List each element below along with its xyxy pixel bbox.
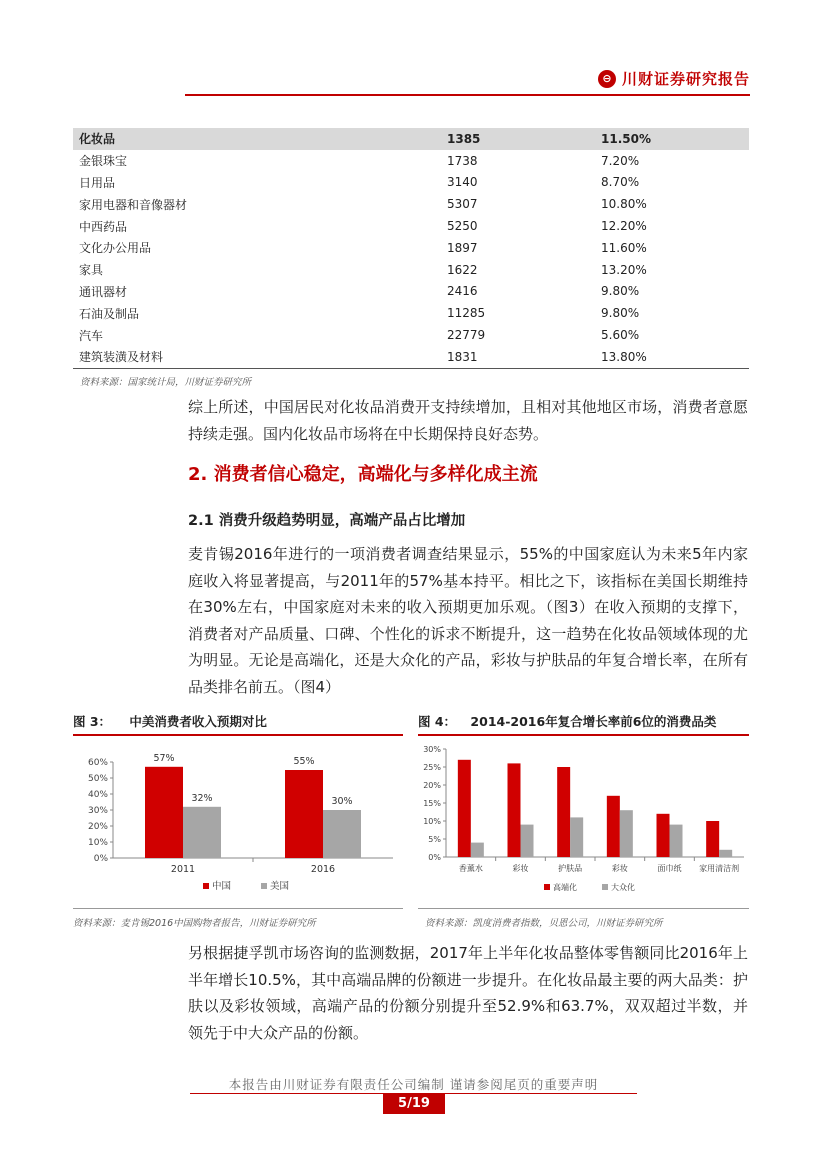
bar-大众化-护肤品 xyxy=(570,817,583,857)
table-source: 资料来源：国家统计局，川财证券研究所 xyxy=(80,377,252,388)
bar-大众化-面巾纸 xyxy=(670,825,683,857)
growth-cell: 12.20% xyxy=(601,219,647,234)
growth-cell: 5.60% xyxy=(601,328,640,343)
fig4-bottom-rule xyxy=(418,908,749,909)
table-row xyxy=(73,281,749,303)
table-row xyxy=(73,346,749,368)
category-cell: 建筑装潢及材料 xyxy=(73,346,441,368)
value-cell: 5250 xyxy=(447,219,478,234)
y-tick-label: 0% xyxy=(428,853,441,862)
bar-高端化-彩妆 xyxy=(607,796,620,857)
y-tick-label: 30% xyxy=(423,745,441,754)
category-cell: 化妆品 xyxy=(73,128,441,150)
fig3-label: 图 3： xyxy=(73,714,112,729)
fig3-chart xyxy=(73,740,403,905)
y-tick-label: 5% xyxy=(428,835,441,844)
bar-data-label: 32% xyxy=(191,792,213,804)
legend-label: 大众化 xyxy=(611,883,635,892)
fig3-source: 资料来源：麦肯锡2016中国购物者报告，川财证券研究所 xyxy=(73,918,316,929)
bar-大众化-彩妆 xyxy=(620,810,633,857)
bar-大众化-家用清洁剂 xyxy=(719,850,732,857)
gfk-paragraph: 另根据捷孚凯市场咨询的监测数据，2017年上半年化妆品整体零售额同比2016年上半年增长10.5%，其中高端品牌的份额进一步提升。在化妆品最主要的两大品类：护肤以及彩妆领域，高端产品的份额分别提升至52.9%和63.7%，双双超过半数，并领先于中大众产品的份额。 xyxy=(188,944,748,1042)
x-category-label: 彩妆 xyxy=(611,864,628,873)
bar-高端化-家用清洁剂 xyxy=(706,821,719,857)
fig4-chart xyxy=(418,740,749,905)
section-heading-2-1: 2.1 消费升级趋势明显，高端产品占比增加 xyxy=(188,513,466,529)
bar-data-label: 30% xyxy=(331,796,353,807)
growth-cell: 9.80% xyxy=(601,284,640,299)
category-cell: 石油及制品 xyxy=(79,306,140,321)
growth-cell: 9.80% xyxy=(601,306,640,321)
value-cell: 1622 xyxy=(447,262,478,277)
summary-paragraph: 综上所述，中国居民对化妆品消费开支持续增加，且相对其他地区市场，消费者意愿持续走强。国内化妆品市场将在中长期保持良好态势。 xyxy=(188,398,748,443)
fig3-bottom-rule xyxy=(73,908,403,909)
page-number: 5/19 xyxy=(383,1094,445,1114)
table-row xyxy=(73,324,749,346)
footer-notice: 本报告由川财证券有限责任公司编制 谨请参阅尾页的重要声明 xyxy=(228,1077,599,1092)
y-tick-label: 30% xyxy=(87,806,108,816)
y-tick-label: 10% xyxy=(423,817,441,826)
legend-swatch xyxy=(602,884,608,890)
growth-cell: 11.60% xyxy=(601,240,647,255)
table-row xyxy=(73,302,749,324)
y-tick-label: 20% xyxy=(87,822,108,832)
mckinsey-paragraph: 麦肯锡2016年进行的一项消费者调查结果显示，55%的中国家庭认为未来5年内家庭收入将显著提高，与2011年的57%基本持平。相比之下，该指标在美国长期维持在30%左右，中国家庭对未来的收入预期更加乐观。（图3）在收入预期的支撑下，消费者对产品质量、口碑、个性化的诉求不断提升，这一趋势在化妆品领域体现的尤为明显。无论是高端化，还是大众化的产品，彩妆与护肤品的年复合增长率，在所有品类排名前五。（图4） xyxy=(188,545,748,696)
growth-cell: 10.80% xyxy=(601,197,647,212)
category-cell: 金银珠宝 xyxy=(79,154,128,169)
x-category-label: 香薰水 xyxy=(458,864,483,873)
consumption-table xyxy=(73,128,749,369)
y-tick-label: 50% xyxy=(87,774,108,784)
growth-cell: 8.70% xyxy=(601,175,640,190)
bar-大众化-彩妆 xyxy=(521,825,534,857)
growth-cell: 11.50% xyxy=(595,128,749,150)
report-header-brand xyxy=(598,68,750,89)
bar-中国-2016 xyxy=(285,770,323,858)
y-tick-label: 40% xyxy=(87,790,108,800)
bar-美国-2011 xyxy=(183,807,221,858)
y-tick-label: 60% xyxy=(87,758,108,768)
bar-中国-2011 xyxy=(145,767,183,858)
x-category-label: 家用清洁剂 xyxy=(699,864,740,873)
x-category-label: 2011 xyxy=(170,864,196,875)
legend-swatch xyxy=(544,884,550,890)
y-tick-label: 15% xyxy=(423,799,441,808)
table-row xyxy=(73,259,749,281)
category-cell: 家用电器和音像器材 xyxy=(79,197,188,212)
legend-swatch xyxy=(261,883,267,889)
value-cell: 1738 xyxy=(447,153,478,168)
x-category-label: 彩妆 xyxy=(512,864,529,873)
bar-data-label: 55% xyxy=(293,756,315,767)
bar-大众化-香薰水 xyxy=(471,843,484,857)
x-category-label: 2016 xyxy=(310,864,336,875)
y-tick-label: 10% xyxy=(87,838,108,848)
value-cell: 5307 xyxy=(447,197,478,212)
y-tick-label: 0% xyxy=(93,854,108,864)
fig4-rule xyxy=(418,734,749,736)
fig4-caption: 2014-2016年复合增长率前6位的消费品类 xyxy=(470,714,717,729)
fig4-source: 资料来源：凯度消费者指数，贝恩公司，川财证券研究所 xyxy=(425,918,663,929)
bar-高端化-面巾纸 xyxy=(657,814,670,857)
table-row xyxy=(73,128,749,150)
category-cell: 家具 xyxy=(79,263,104,278)
value-cell: 2416 xyxy=(447,284,478,299)
category-cell: 中西药品 xyxy=(79,219,128,234)
legend-swatch xyxy=(203,883,209,889)
value-cell: 1831 xyxy=(441,346,595,368)
value-cell: 11285 xyxy=(447,306,486,321)
category-cell: 文化办公用品 xyxy=(79,241,152,256)
fig4-title xyxy=(418,712,716,730)
bar-高端化-香薰水 xyxy=(458,760,471,857)
growth-cell: 13.20% xyxy=(601,262,647,277)
table-row xyxy=(73,237,749,259)
table-row xyxy=(73,215,749,237)
table-row xyxy=(73,172,749,194)
bar-美国-2016 xyxy=(323,810,361,858)
bar-高端化-护肤品 xyxy=(557,767,570,857)
growth-cell: 7.20% xyxy=(601,153,640,168)
header-rule xyxy=(185,94,750,96)
bar-高端化-彩妆 xyxy=(508,763,521,857)
bar-data-label: 57% xyxy=(153,752,175,764)
value-cell: 22779 xyxy=(447,328,486,343)
value-cell: 3140 xyxy=(447,175,478,190)
fig3-rule xyxy=(73,734,403,736)
legend-label: 高端化 xyxy=(553,883,577,892)
fig3-title xyxy=(73,712,267,730)
x-category-label: 护肤品 xyxy=(558,864,583,873)
value-cell: 1897 xyxy=(447,240,478,255)
fig4-label: 图 4： xyxy=(418,714,457,729)
report-brand-title: 川财证券研究报告 xyxy=(621,70,750,88)
x-category-label: 面巾纸 xyxy=(657,864,682,873)
legend-label: 中国 xyxy=(212,881,232,892)
category-cell: 通讯器材 xyxy=(79,284,128,299)
table-row xyxy=(73,193,749,215)
category-cell: 汽车 xyxy=(79,328,104,343)
fig3-caption: 中美消费者收入预期对比 xyxy=(129,714,267,729)
y-tick-label: 20% xyxy=(423,781,441,790)
section-heading-2: 2. 消费者信心稳定，高端化与多样化成主流 xyxy=(188,464,538,485)
table-row xyxy=(73,150,749,172)
y-tick-label: 25% xyxy=(423,763,441,772)
category-cell: 日用品 xyxy=(79,175,116,190)
chuancai-logo-icon: ⊖ xyxy=(598,70,616,88)
growth-cell: 13.80% xyxy=(595,346,749,368)
value-cell: 1385 xyxy=(441,128,595,150)
legend-label: 美国 xyxy=(270,881,290,892)
